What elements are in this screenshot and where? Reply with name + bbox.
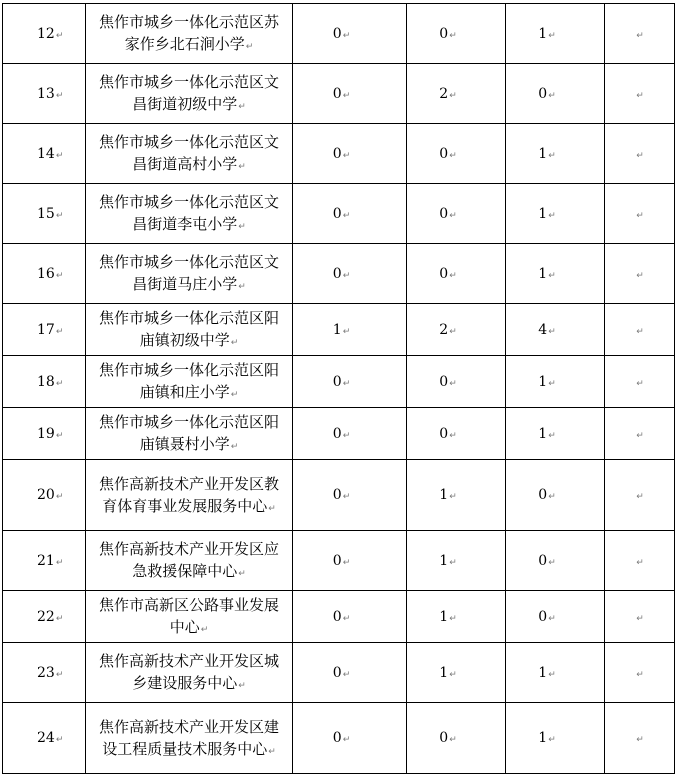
value-cell-a bbox=[293, 64, 407, 124]
row-number: 18 bbox=[37, 373, 55, 390]
unit-name-cell bbox=[86, 304, 293, 356]
value-b: 0 bbox=[439, 730, 449, 746]
row-number: 17 bbox=[37, 321, 55, 338]
unit-name-cell bbox=[86, 703, 293, 774]
paragraph-mark-icon: ↵ bbox=[238, 222, 246, 232]
value-cell-c bbox=[506, 408, 605, 460]
table-row bbox=[3, 356, 675, 408]
row-number: 21 bbox=[37, 552, 55, 569]
unit-name: 焦作市城乡一体化示范区阳庙镇初级中学 bbox=[98, 309, 279, 349]
paragraph-mark-icon: ↵ bbox=[548, 90, 556, 101]
table-row bbox=[3, 244, 675, 304]
paragraph-mark-icon: ↵ bbox=[55, 270, 64, 281]
row-number: 13 bbox=[37, 85, 55, 102]
table-row bbox=[3, 64, 675, 124]
paragraph-mark-icon: ↵ bbox=[342, 150, 351, 161]
row-number: 23 bbox=[37, 664, 55, 681]
value-b: 0 bbox=[439, 373, 449, 390]
paragraph-mark-icon: ↵ bbox=[636, 430, 644, 441]
row-number: 20 bbox=[37, 487, 55, 503]
value-c: 1 bbox=[538, 373, 548, 390]
paragraph-mark-icon: ↵ bbox=[245, 42, 254, 52]
paragraph-mark-icon: ↵ bbox=[238, 102, 246, 112]
paragraph-mark-icon: ↵ bbox=[548, 210, 556, 221]
value-cell-a bbox=[293, 408, 407, 460]
value-cell-b bbox=[407, 460, 506, 531]
table-row bbox=[3, 460, 675, 531]
paragraph-mark-icon: ↵ bbox=[342, 613, 351, 624]
blank-cell bbox=[605, 703, 675, 774]
row-number: 22 bbox=[37, 608, 55, 625]
paragraph-mark-icon: ↵ bbox=[449, 430, 457, 441]
paragraph-mark-icon: ↵ bbox=[548, 735, 556, 745]
table-row bbox=[3, 304, 675, 356]
blank-cell bbox=[605, 4, 675, 64]
row-number-cell bbox=[3, 304, 86, 356]
paragraph-mark-icon: ↵ bbox=[449, 669, 457, 680]
blank-cell bbox=[605, 408, 675, 460]
value-c: 1 bbox=[538, 265, 548, 282]
value-a: 0 bbox=[332, 608, 342, 625]
paragraph-mark-icon: ↵ bbox=[55, 613, 64, 624]
value-cell-c bbox=[506, 244, 605, 304]
blank-cell bbox=[605, 591, 675, 643]
value-cell-b bbox=[407, 703, 506, 774]
value-cell-c bbox=[506, 643, 605, 703]
paragraph-mark-icon: ↵ bbox=[449, 326, 457, 337]
paragraph-mark-icon: ↵ bbox=[449, 557, 457, 568]
paragraph-mark-icon: ↵ bbox=[548, 270, 556, 281]
unit-name: 焦作市城乡一体化示范区文昌街道李屯小学 bbox=[98, 193, 279, 233]
paragraph-mark-icon: ↵ bbox=[55, 30, 64, 41]
value-b: 1 bbox=[439, 664, 449, 681]
value-b: 1 bbox=[439, 552, 449, 569]
paragraph-mark-icon: ↵ bbox=[449, 270, 457, 281]
value-cell-c bbox=[506, 64, 605, 124]
paragraph-mark-icon: ↵ bbox=[449, 210, 457, 221]
value-cell-a bbox=[293, 531, 407, 591]
value-c: 1 bbox=[538, 205, 548, 222]
unit-name-cell bbox=[86, 124, 293, 184]
value-c: 1 bbox=[538, 664, 548, 681]
value-b: 1 bbox=[439, 608, 449, 625]
value-c: 1 bbox=[538, 25, 548, 42]
value-c: 4 bbox=[538, 321, 548, 338]
paragraph-mark-icon: ↵ bbox=[268, 746, 276, 757]
value-b: 0 bbox=[439, 265, 449, 282]
row-number-cell bbox=[3, 703, 86, 774]
paragraph-mark-icon: ↵ bbox=[449, 30, 457, 41]
row-number-cell bbox=[3, 124, 86, 184]
row-number-cell bbox=[3, 643, 86, 703]
value-c: 1 bbox=[538, 145, 548, 162]
paragraph-mark-icon: ↵ bbox=[342, 270, 351, 281]
paragraph-mark-icon: ↵ bbox=[342, 326, 351, 337]
value-c: 1 bbox=[538, 425, 548, 442]
row-number-cell bbox=[3, 408, 86, 460]
unit-name: 焦作高新技术产业开发区城乡建设服务中心 bbox=[98, 652, 279, 692]
paragraph-mark-icon: ↵ bbox=[636, 378, 644, 389]
value-a: 1 bbox=[332, 321, 342, 338]
value-cell-a bbox=[293, 244, 407, 304]
table-row bbox=[3, 4, 675, 64]
table-row bbox=[3, 124, 675, 184]
value-cell-a bbox=[293, 124, 407, 184]
paragraph-mark-icon: ↵ bbox=[636, 492, 644, 502]
value-a: 0 bbox=[332, 664, 342, 681]
value-a: 0 bbox=[332, 145, 342, 162]
unit-name-cell bbox=[86, 356, 293, 408]
row-number-cell bbox=[3, 244, 86, 304]
value-cell-a bbox=[293, 591, 407, 643]
value-a: 0 bbox=[332, 25, 342, 42]
row-number: 15 bbox=[37, 205, 55, 222]
table-body bbox=[3, 4, 675, 774]
table-row bbox=[3, 643, 675, 703]
unit-name: 焦作高新技术产业开发区应急救援保障中心 bbox=[98, 540, 279, 580]
paragraph-mark-icon: ↵ bbox=[238, 681, 246, 691]
value-cell-b bbox=[407, 244, 506, 304]
row-number: 19 bbox=[37, 425, 55, 442]
paragraph-mark-icon: ↵ bbox=[636, 270, 644, 281]
paragraph-mark-icon: ↵ bbox=[55, 378, 64, 389]
unit-name-cell bbox=[86, 184, 293, 244]
paragraph-mark-icon: ↵ bbox=[55, 557, 64, 568]
value-a: 0 bbox=[332, 487, 342, 503]
paragraph-mark-icon: ↵ bbox=[342, 210, 351, 221]
unit-name-cell bbox=[86, 4, 293, 64]
unit-name-cell bbox=[86, 460, 293, 531]
row-number: 14 bbox=[37, 145, 55, 162]
paragraph-mark-icon: ↵ bbox=[548, 557, 556, 568]
paragraph-mark-icon: ↵ bbox=[55, 492, 64, 502]
blank-cell bbox=[605, 124, 675, 184]
row-number-cell bbox=[3, 184, 86, 244]
table-row bbox=[3, 531, 675, 591]
paragraph-mark-icon: ↵ bbox=[636, 150, 644, 161]
value-cell-b bbox=[407, 4, 506, 64]
unit-name-cell bbox=[86, 408, 293, 460]
value-b: 1 bbox=[439, 487, 449, 503]
value-cell-b bbox=[407, 531, 506, 591]
blank-cell bbox=[605, 643, 675, 703]
paragraph-mark-icon: ↵ bbox=[548, 430, 556, 441]
paragraph-mark-icon: ↵ bbox=[449, 613, 457, 624]
unit-name: 焦作高新技术产业开发区教育体育事业发展服务中心 bbox=[98, 474, 279, 515]
value-a: 0 bbox=[332, 265, 342, 282]
value-b: 0 bbox=[439, 425, 449, 442]
paragraph-mark-icon: ↵ bbox=[230, 442, 239, 452]
value-cell-a bbox=[293, 356, 407, 408]
blank-cell bbox=[605, 304, 675, 356]
value-cell-c bbox=[506, 356, 605, 408]
row-number-cell bbox=[3, 591, 86, 643]
paragraph-mark-icon: ↵ bbox=[55, 669, 64, 680]
paragraph-mark-icon: ↵ bbox=[342, 735, 351, 745]
value-cell-a bbox=[293, 304, 407, 356]
paragraph-mark-icon: ↵ bbox=[636, 326, 644, 337]
paragraph-mark-icon: ↵ bbox=[548, 613, 556, 624]
paragraph-mark-icon: ↵ bbox=[238, 162, 246, 172]
paragraph-mark-icon: ↵ bbox=[55, 210, 64, 221]
paragraph-mark-icon: ↵ bbox=[449, 735, 457, 745]
blank-cell bbox=[605, 531, 675, 591]
unit-name: 焦作市城乡一体化示范区文昌街道马庄小学 bbox=[98, 253, 279, 293]
row-number: 12 bbox=[37, 25, 55, 42]
row-number-cell bbox=[3, 460, 86, 531]
unit-name-cell bbox=[86, 244, 293, 304]
value-cell-b bbox=[407, 643, 506, 703]
paragraph-mark-icon: ↵ bbox=[449, 90, 457, 101]
unit-name: 焦作市城乡一体化示范区苏家作乡北石涧小学 bbox=[98, 13, 279, 53]
row-number-cell bbox=[3, 531, 86, 591]
unit-name: 焦作市高新区公路事业发展中心 bbox=[98, 596, 279, 636]
paragraph-mark-icon: ↵ bbox=[230, 390, 239, 400]
paragraph-mark-icon: ↵ bbox=[449, 492, 457, 502]
paragraph-mark-icon: ↵ bbox=[636, 90, 644, 101]
value-a: 0 bbox=[332, 425, 342, 442]
paragraph-mark-icon: ↵ bbox=[548, 378, 556, 389]
value-a: 0 bbox=[332, 85, 342, 102]
paragraph-mark-icon: ↵ bbox=[200, 625, 209, 635]
row-number-cell bbox=[3, 356, 86, 408]
paragraph-mark-icon: ↵ bbox=[636, 30, 644, 41]
value-b: 0 bbox=[439, 25, 449, 42]
paragraph-mark-icon: ↵ bbox=[548, 669, 556, 680]
table-row bbox=[3, 408, 675, 460]
value-c: 0 bbox=[538, 552, 548, 569]
value-cell-b bbox=[407, 64, 506, 124]
paragraph-mark-icon: ↵ bbox=[55, 735, 64, 745]
value-a: 0 bbox=[332, 552, 342, 569]
unit-name-cell bbox=[86, 643, 293, 703]
paragraph-mark-icon: ↵ bbox=[342, 557, 351, 568]
paragraph-mark-icon: ↵ bbox=[238, 282, 246, 292]
value-c: 1 bbox=[538, 730, 548, 746]
paragraph-mark-icon: ↵ bbox=[55, 150, 64, 161]
positions-table bbox=[2, 3, 675, 774]
value-a: 0 bbox=[332, 730, 342, 746]
row-number: 16 bbox=[37, 265, 55, 282]
paragraph-mark-icon: ↵ bbox=[636, 669, 644, 680]
paragraph-mark-icon: ↵ bbox=[636, 735, 644, 745]
value-a: 0 bbox=[332, 373, 342, 390]
unit-name: 焦作市城乡一体化示范区阳庙镇聂村小学 bbox=[98, 413, 279, 453]
row-number: 24 bbox=[37, 730, 55, 746]
value-cell-c bbox=[506, 124, 605, 184]
unit-name: 焦作市城乡一体化示范区文昌街道高村小学 bbox=[98, 133, 279, 173]
unit-name-cell bbox=[86, 64, 293, 124]
unit-name: 焦作市城乡一体化示范区阳庙镇和庄小学 bbox=[98, 361, 279, 401]
value-cell-b bbox=[407, 184, 506, 244]
blank-cell bbox=[605, 184, 675, 244]
value-cell-a bbox=[293, 643, 407, 703]
value-cell-b bbox=[407, 591, 506, 643]
value-c: 0 bbox=[538, 85, 548, 102]
paragraph-mark-icon: ↵ bbox=[449, 378, 457, 389]
value-cell-c bbox=[506, 4, 605, 64]
paragraph-mark-icon: ↵ bbox=[636, 210, 644, 221]
row-number-cell bbox=[3, 64, 86, 124]
value-b: 2 bbox=[439, 85, 449, 102]
paragraph-mark-icon: ↵ bbox=[342, 492, 351, 502]
paragraph-mark-icon: ↵ bbox=[230, 338, 239, 348]
unit-name: 焦作高新技术产业开发区建设工程质量技术服务中心 bbox=[98, 717, 279, 758]
value-cell-b bbox=[407, 408, 506, 460]
paragraph-mark-icon: ↵ bbox=[548, 492, 556, 502]
value-cell-a bbox=[293, 184, 407, 244]
value-cell-c bbox=[506, 703, 605, 774]
paragraph-mark-icon: ↵ bbox=[636, 613, 644, 624]
paragraph-mark-icon: ↵ bbox=[342, 30, 351, 41]
paragraph-mark-icon: ↵ bbox=[342, 90, 351, 101]
value-a: 0 bbox=[332, 205, 342, 222]
value-cell-a bbox=[293, 703, 407, 774]
value-cell-c bbox=[506, 304, 605, 356]
row-number-cell bbox=[3, 4, 86, 64]
paragraph-mark-icon: ↵ bbox=[342, 378, 351, 389]
paragraph-mark-icon: ↵ bbox=[342, 669, 351, 680]
paragraph-mark-icon: ↵ bbox=[55, 90, 64, 101]
paragraph-mark-icon: ↵ bbox=[268, 503, 276, 514]
unit-name-cell bbox=[86, 531, 293, 591]
paragraph-mark-icon: ↵ bbox=[548, 150, 556, 161]
blank-cell bbox=[605, 64, 675, 124]
value-cell-c bbox=[506, 531, 605, 591]
paragraph-mark-icon: ↵ bbox=[55, 430, 64, 441]
table-row bbox=[3, 184, 675, 244]
paragraph-mark-icon: ↵ bbox=[548, 30, 556, 41]
blank-cell bbox=[605, 244, 675, 304]
paragraph-mark-icon: ↵ bbox=[449, 150, 457, 161]
value-b: 0 bbox=[439, 145, 449, 162]
blank-cell bbox=[605, 356, 675, 408]
value-cell-b bbox=[407, 124, 506, 184]
paragraph-mark-icon: ↵ bbox=[548, 326, 556, 337]
value-cell-c bbox=[506, 184, 605, 244]
unit-name-cell bbox=[86, 591, 293, 643]
blank-cell bbox=[605, 460, 675, 531]
value-cell-b bbox=[407, 304, 506, 356]
value-cell-a bbox=[293, 4, 407, 64]
paragraph-mark-icon: ↵ bbox=[636, 557, 644, 568]
paragraph-mark-icon: ↵ bbox=[55, 326, 64, 337]
table-row bbox=[3, 703, 675, 774]
value-cell-c bbox=[506, 460, 605, 531]
unit-name: 焦作市城乡一体化示范区文昌街道初级中学 bbox=[98, 73, 279, 113]
value-cell-b bbox=[407, 356, 506, 408]
paragraph-mark-icon: ↵ bbox=[238, 569, 246, 579]
value-cell-c bbox=[506, 591, 605, 643]
value-c: 0 bbox=[538, 487, 548, 503]
table-row bbox=[3, 591, 675, 643]
value-cell-a bbox=[293, 460, 407, 531]
paragraph-mark-icon: ↵ bbox=[342, 430, 351, 441]
value-b: 2 bbox=[439, 321, 449, 338]
value-b: 0 bbox=[439, 205, 449, 222]
value-c: 0 bbox=[538, 608, 548, 625]
